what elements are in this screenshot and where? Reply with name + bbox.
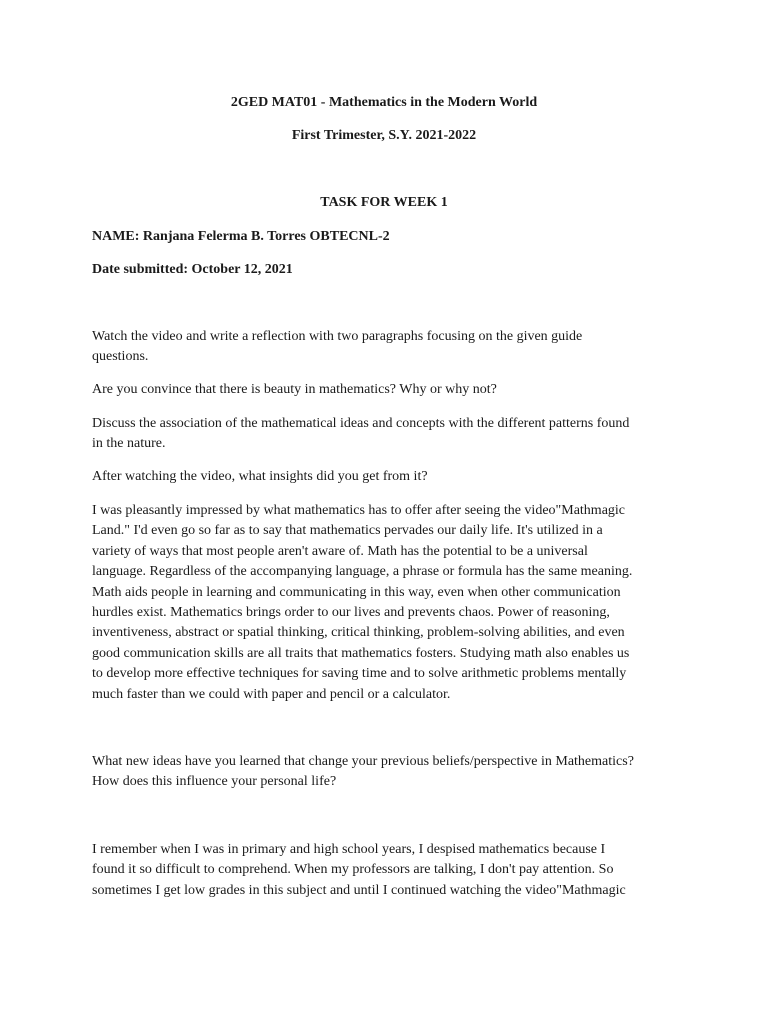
text-line: Math aids people in learning and communicating in this way, even when other communication <box>92 584 621 600</box>
text-line: I remember when I was in primary and high school years, I despised mathematics because I <box>92 842 606 857</box>
guide-question-patterns <box>92 414 682 455</box>
text-line: I was pleasantly impressed by what mathematics has to offer after seeing the video"Mathmagic <box>92 503 626 518</box>
guide-question-insights <box>92 467 682 487</box>
text-line: much faster than we could with paper and pencil or a calculator. <box>92 686 451 702</box>
task-heading: TASK FOR WEEK 1 <box>320 195 448 210</box>
text-line: inventiveness, abstract or spatial thinking, critical thinking, problem-solving abilities, and even <box>92 625 625 641</box>
term-line: First Trimester, S.Y. 2021-2022 <box>291 128 477 143</box>
course-title: 2GED MAT01 - Mathematics in the Modern World <box>230 95 538 110</box>
text-line: Land." I'd even go so far as to say that mathematics pervades our daily life. It's utilized in a <box>92 523 603 539</box>
guide-question-beauty <box>92 380 682 400</box>
text-line: hurdles exist. Mathematics brings order to our lives and prevents chaos. Power of reasoning, <box>92 605 610 621</box>
text-line: Discuss the association of the mathematical ideas and concepts with the different patterns found <box>92 416 630 431</box>
text-line: After watching the video, what insights did you get from it? <box>92 469 428 484</box>
text-line: How does this influence your personal life? <box>92 774 337 790</box>
instruction-paragraph <box>92 327 682 368</box>
text-line: What new ideas have you learned that change your previous beliefs/perspective in Mathematics? <box>92 754 634 769</box>
student-name: NAME: Ranjana Felerma B. Torres OBTECNL-2 <box>92 229 390 244</box>
text-line: good communication skills are all traits that mathematics fosters. Studying math also enables us <box>92 645 630 661</box>
reflection-paragraph-2 <box>92 840 682 901</box>
reflection-paragraph-1 <box>92 501 682 705</box>
text-line: variety of ways that most people aren't aware of. Math has the potential to be a universal <box>92 543 588 559</box>
text-line: Watch the video and write a reflection with two paragraphs focusing on the given guide <box>92 329 583 344</box>
text-line: language. Regardless of the accompanying language, a phrase or formula has the same meaning. <box>92 564 633 580</box>
text-line: found it so difficult to comprehend. When my professors are talking, I don't pay attention. So <box>92 862 614 878</box>
guide-question-new-ideas <box>92 752 682 793</box>
text-line: in the nature. <box>92 436 166 452</box>
text-line: sometimes I get low grades in this subject and until I continued watching the video"Mathmagic <box>92 882 626 898</box>
date-submitted: Date submitted: October 12, 2021 <box>92 262 293 277</box>
text-line: to develop more effective techniques for saving time and to solve arithmetic problems mentally <box>92 666 627 682</box>
text-line: questions. <box>92 349 149 365</box>
text-line: Are you convince that there is beauty in mathematics? Why or why not? <box>92 382 497 397</box>
